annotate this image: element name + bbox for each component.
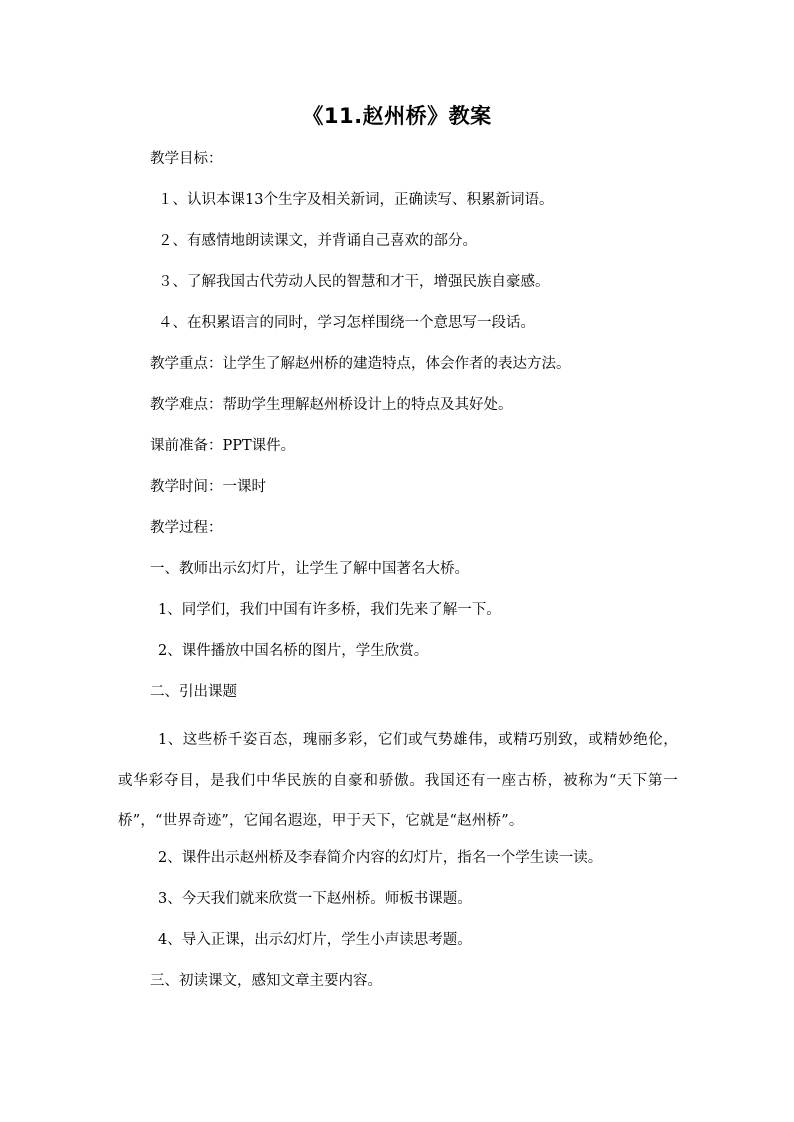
process-step-1-item-2: 2、课件播放中国名桥的图片，学生欣赏。 [158, 643, 429, 659]
process-step-1: 一、教师出示幻灯片，让学生了解中国著名大桥。 [150, 561, 469, 577]
teaching-time: 教学时间：一课时 [150, 479, 266, 495]
goal-item-2: ２、有感情地朗读课文，并背诵自己喜欢的部分。 [158, 233, 477, 249]
section-heading-process: 教学过程： [150, 520, 223, 536]
goal-item-4: ４、在积累语言的同时，学习怎样围绕一个意思写一段话。 [158, 315, 535, 331]
process-step-2-item-4: 4、导入正课，出示幻灯片，学生小声读思考题。 [158, 932, 472, 948]
process-step-2-paragraph: 1、这些桥千姿百态，瑰丽多彩，它们或气势雄伟，或精巧别致，或精妙绝伦，或华彩夺目，是我们中华民族的自豪和骄傲。我国还有一座古桥，被称为“天下第一桥”，“世界奇迹”，它闻名遐迩，甲于天下，它就是“赵州桥”。 [118, 732, 678, 829]
goal-item-3: ３、了解我国古代劳动人民的智慧和才干，增强民族自豪感。 [158, 274, 550, 290]
teaching-focus: 教学重点：让学生了解赵州桥的建造特点，体会作者的表达方法。 [150, 356, 571, 372]
goal-item-1: １、认识本课13个生字及相关新词，正确读写、积累新词语。 [158, 192, 554, 208]
process-step-2: 二、引出课题 [150, 684, 237, 700]
process-step-1-item-1: 1、同学们，我们中国有许多桥，我们先来了解一下。 [158, 602, 501, 618]
process-step-2-item-3: 3、今天我们就来欣赏一下赵州桥。师板书课题。 [158, 891, 472, 907]
section-heading-goals: 教学目标： [150, 151, 223, 167]
teaching-difficulty: 教学难点：帮助学生理解赵州桥设计上的特点及其好处。 [150, 397, 513, 413]
process-step-2-item-2: 2、课件出示赵州桥及李春简介内容的幻灯片，指名一个学生读一读。 [158, 850, 603, 866]
process-step-3: 三、初读课文，感知文章主要内容。 [150, 973, 382, 989]
document-title: 《11.赵州桥》教案 [302, 104, 492, 128]
preparation: 课前准备：PPT课件。 [150, 438, 296, 454]
